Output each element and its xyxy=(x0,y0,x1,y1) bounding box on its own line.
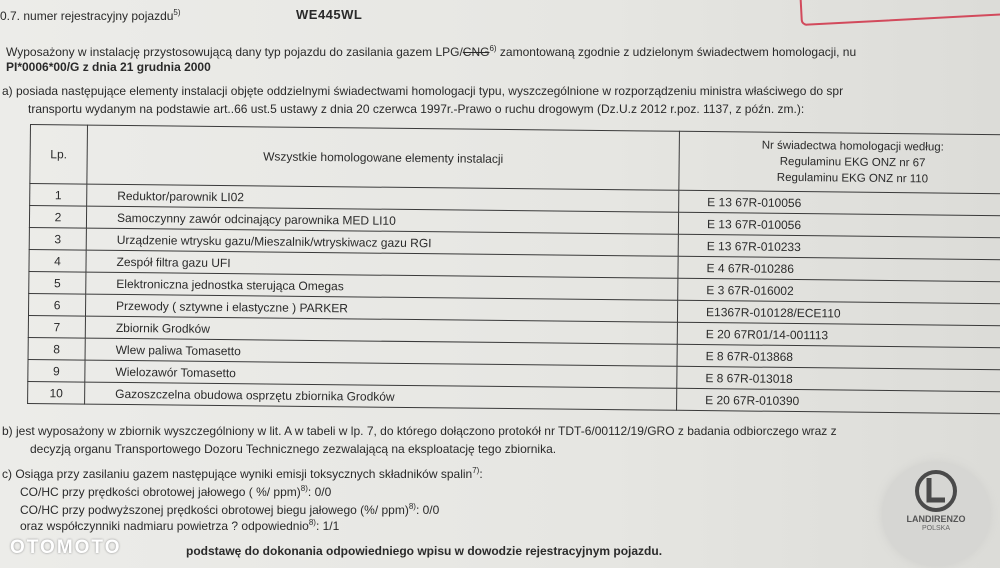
stamp-fragment xyxy=(799,0,1000,26)
cell-certificate: E1367R-010128/ECE110 xyxy=(677,300,1000,325)
section-c-text: c) Osiąga przy zasilaniu gazem następujące wyniki emisji toksycznych składników spalin xyxy=(2,467,473,481)
installation-table xyxy=(27,124,1000,414)
cell-lp: 5 xyxy=(29,271,86,294)
footer-text: podstawę do dokonania odpowiedniego wpisu w dowodzie rejestracyjnym pojazdu. xyxy=(186,544,663,558)
landirenzo-stamp xyxy=(882,462,990,566)
cell-lp: 9 xyxy=(28,359,85,382)
cell-lp: 2 xyxy=(29,206,86,229)
header-certificate xyxy=(679,131,1000,193)
emission-high-idle-value: : 0/0 xyxy=(415,503,440,517)
cell-lp: 10 xyxy=(28,381,85,404)
table-header-row xyxy=(30,125,1000,194)
footnote-ref: 8) xyxy=(308,518,316,527)
cell-element: Samoczynny zawór odcinający parownika MED LI10 xyxy=(86,206,678,234)
lambda-label: oraz współczynniki nadmiaru powietrza ? odpowiednio xyxy=(20,519,309,533)
cell-certificate: E 3 67R-016002 xyxy=(678,278,1000,303)
header-lp: Lp. xyxy=(30,125,88,185)
cell-element: Wlew paliwa Tomasetto xyxy=(85,338,677,366)
cell-element: Reduktor/parownik LI02 xyxy=(87,184,679,212)
cell-element: Elektroniczna jednostka sterująca Omegas xyxy=(86,272,678,300)
cell-element: Gazoszczelna obudowa osprzętu zbiornika Grodków xyxy=(85,382,677,410)
cell-lp: 4 xyxy=(29,249,86,272)
cell-certificate: E 8 67R-013018 xyxy=(677,366,1000,391)
intro-strikethrough: CNG xyxy=(462,45,490,59)
registration-number: WE445WL xyxy=(296,7,363,22)
footnote-ref: 6) xyxy=(489,44,497,53)
cell-lp: 8 xyxy=(28,337,85,360)
cell-element: Zbiornik Grodków xyxy=(85,316,677,344)
section-b-line-2: decyzją organu Transportowego Dozoru Technicznego zezwalającą na eksploatację tego zbiornika. xyxy=(30,442,557,456)
cell-certificate: E 20 67R-010390 xyxy=(677,388,1000,413)
cell-lp: 1 xyxy=(30,184,87,207)
section-b-line-1: b) jest wyposażony w zbiornik wyszczególniony w lit. A w tabeli w lp. 7, do którego dołączono protokół nr TDT-6/00112/19/GRO z badania odbiorczego wraz z xyxy=(2,424,837,438)
intro-line-1 xyxy=(6,44,856,59)
section-c-colon: : xyxy=(479,467,483,481)
logo-name: LANDIRENZO xyxy=(906,514,966,524)
cell-certificate: E 4 67R-010286 xyxy=(678,256,1000,281)
lambda-value: : 1/1 xyxy=(315,519,340,533)
emission-idle-label: CO/HC przy prędkości obrotowej jałowego ( %/ ppm) xyxy=(20,485,301,499)
emission-high-idle-label: CO/HC przy podwyższonej prędkości obrotowej biegu jałowego (%/ ppm) xyxy=(20,503,409,517)
section-c-line-3 xyxy=(20,502,439,517)
cell-element: Urządzenie wtrysku gazu/Mieszalnik/wtryskiwacz gazu RGI xyxy=(86,228,678,256)
cell-lp: 6 xyxy=(28,293,85,316)
footnote-ref: 5) xyxy=(173,8,181,17)
otomoto-watermark: OTOMOTO xyxy=(10,537,122,558)
cell-certificate: E 8 67R-013868 xyxy=(677,344,1000,369)
section-c-line-2 xyxy=(20,484,331,499)
cell-certificate: E 13 67R-010056 xyxy=(678,212,1000,237)
header-elements: Wszystkie homologowane elementy instalacji xyxy=(87,125,680,190)
intro-text-a: Wyposażony w instalację przystosowującą dany typ pojazdu do zasilania gazem LPG/ xyxy=(6,45,463,59)
cell-lp: 3 xyxy=(29,227,86,250)
section-c-line-4 xyxy=(20,518,339,533)
cell-element: Przewody ( sztywne i elastyczne ) PARKER xyxy=(85,294,677,322)
emission-idle-value: : 0/0 xyxy=(307,485,332,499)
header-cert-line-1: Nr świadectwa homologacji według: xyxy=(761,139,944,154)
footnote-ref: 7) xyxy=(472,466,480,475)
footnote-ref: 8) xyxy=(300,484,308,493)
landirenzo-logo-icon xyxy=(909,468,963,514)
logo-sub: POLSKA xyxy=(921,525,950,532)
footnote-ref: 8) xyxy=(408,502,416,511)
section-a-line-2: transportu wydanym na podstawie art..66 ust.5 ustawy z dnia 20 czerwca 1997r.-Prawo o ruchu drogowym (Dz.U.z 2012 r.poz. 1137, z późn. zm.): xyxy=(28,102,805,116)
registration-label xyxy=(0,8,181,23)
header-cert-line-3: Regulaminu EKG ONZ nr 110 xyxy=(776,171,929,186)
cell-lp: 7 xyxy=(28,315,85,338)
section-c-line-1 xyxy=(2,466,483,481)
cell-certificate: E 20 67R01/14-001113 xyxy=(677,322,1000,347)
cell-element: Wielozawór Tomasetto xyxy=(85,360,677,388)
registration-label-text: 0.7. numer rejestracyjny pojazdu xyxy=(0,9,174,23)
cell-element: Zespół filtra gazu UFI xyxy=(86,250,678,278)
header-cert-line-2: Regulaminu EKG ONZ nr 67 xyxy=(779,155,926,170)
section-a-line-1: a) posiada następujące elementy instalacji objęte oddzielnymi świadectwami homologacji typu, wyszczególnione w rozporządzeniu ministra właściwego do spr xyxy=(2,84,844,98)
intro-text-b: zamontowaną zgodnie z udzielonym świadectwem homologacji, nu xyxy=(496,45,857,59)
cell-certificate: E 13 67R-010233 xyxy=(678,234,1000,259)
approval-number: PI*0006*00/G z dnia 21 grudnia 2000 xyxy=(6,60,211,74)
cell-certificate: E 13 67R-010056 xyxy=(679,190,1000,215)
